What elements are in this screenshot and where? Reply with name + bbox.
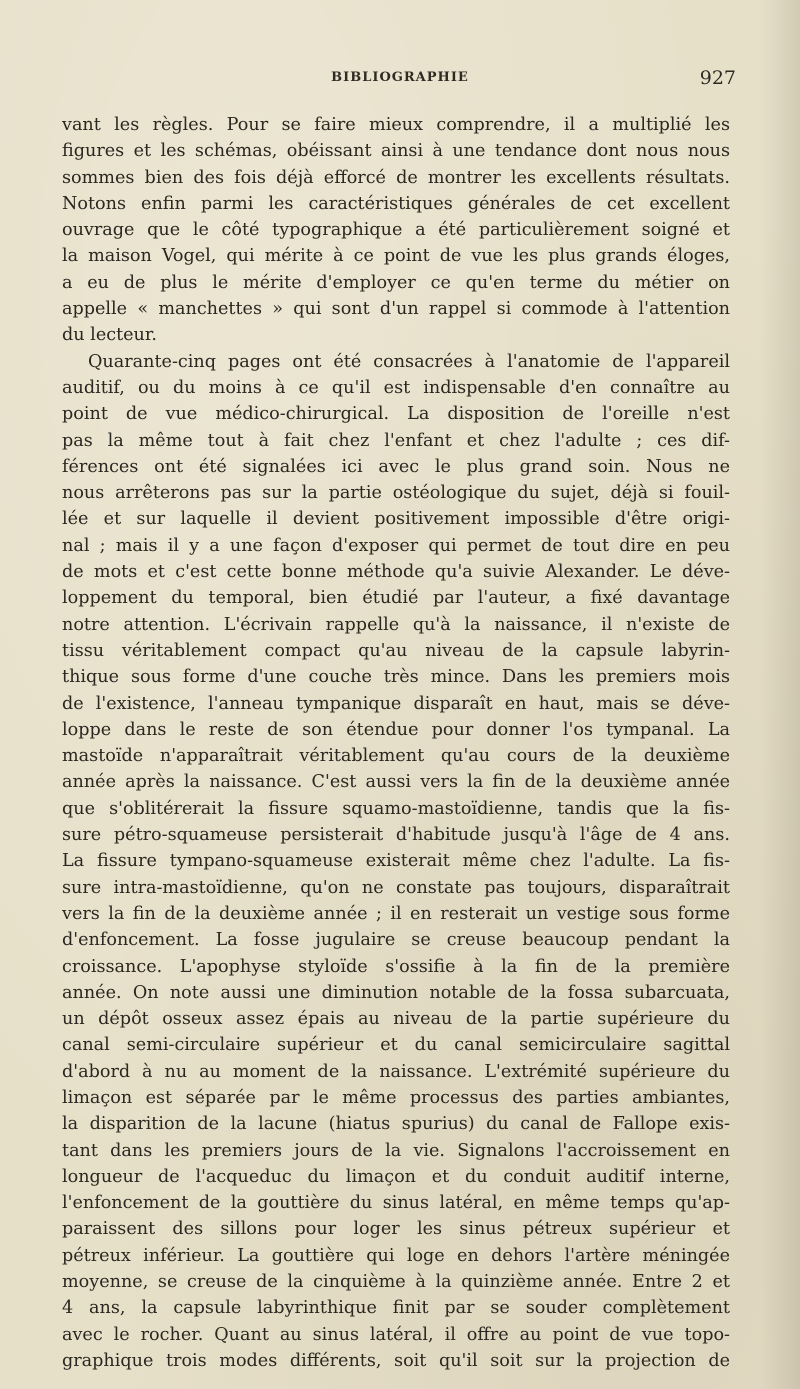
text-line: loppe dans le reste de son étendue pour donner l'os tympanal. La — [62, 719, 730, 740]
text-line: de mots et c'est cette bonne méthode qu'a suivie Alexander. Le déve- — [62, 562, 730, 583]
body-text — [62, 112, 730, 1374]
text-line: année après la naissance. C'est aussi vers la fin de la deuxième année — [62, 772, 730, 793]
text-line: sure pétro-squameuse persisterait d'habitude jusqu'à l'âge de 4 ans. — [62, 825, 730, 846]
text-line: d'abord à nu au moment de la naissance. L'extrémité supérieure du — [62, 1061, 730, 1082]
text-line: Notons enfin parmi les caractéristiques générales de cet excellent — [62, 193, 730, 214]
text-line: que s'oblitérerait la fissure squamo-mastoïdienne, tandis que la fis- — [62, 798, 730, 819]
text-line: mastoïde n'apparaîtrait véritablement qu'au cours de la deuxième — [62, 746, 730, 767]
text-line: sure intra-mastoïdienne, qu'on ne constate pas toujours, disparaîtrait — [62, 877, 730, 898]
text-line: graphique trois modes différents, soit qu'il soit sur la projection de — [62, 1350, 730, 1371]
text-line: la disparition de la lacune (hiatus spurius) du canal de Fallope exis- — [62, 1114, 730, 1135]
page-number: 927 — [699, 67, 736, 89]
text-line: figures et les schémas, obéissant ainsi à une tendance dont nous nous — [62, 141, 730, 162]
text-line: de l'existence, l'anneau tympanique disparaît en haut, mais se déve- — [62, 693, 730, 714]
text-line: férences ont été signalées ici avec le plus grand soin. Nous ne — [62, 456, 730, 477]
text-line: thique sous forme d'une couche très mince. Dans les premiers mois — [62, 667, 730, 688]
running-head-title: BIBLIOGRAPHIE — [331, 70, 469, 85]
text-line: longueur de l'acqueduc du limaçon et du conduit auditif interne, — [62, 1166, 730, 1187]
text-line: tissu véritablement compact qu'au niveau de la capsule labyrin- — [62, 640, 730, 661]
running-head — [60, 66, 740, 90]
text-line: La fissure tympano-squameuse existerait même chez l'adulte. La fis- — [62, 851, 730, 872]
text-line: avec le rocher. Quant au sinus latéral, il offre au point de vue topo- — [62, 1324, 730, 1345]
text-line: l'enfoncement de la gouttière du sinus latéral, en même temps qu'ap- — [62, 1193, 730, 1214]
text-line: 4 ans, la capsule labyrinthique finit par se souder complètement — [62, 1298, 730, 1319]
text-line: vant les règles. Pour se faire mieux comprendre, il a multiplié les — [62, 115, 730, 135]
text-line: lée et sur laquelle il devient positivement impossible d'être origi- — [62, 509, 730, 530]
text-line: année. On note aussi une diminution notable de la fossa subarcuata, — [62, 982, 730, 1003]
text-line: appelle « manchettes » qui sont d'un rappel si commode à l'attention — [62, 299, 730, 320]
text-line: auditif, ou du moins à ce qu'il est indispensable d'en connaître au — [62, 377, 730, 398]
text-line: nal ; mais il y a une façon d'exposer qui permet de tout dire en peu — [62, 535, 730, 556]
text-line: nous arrêterons pas sur la partie ostéologique du sujet, déjà si fouil- — [62, 483, 730, 504]
text-line: point de vue médico-chirurgical. La disposition de l'oreille n'est — [62, 404, 730, 425]
page-edge-shadow — [760, 0, 800, 1389]
text-line: notre attention. L'écrivain rappelle qu'à la naissance, il n'existe de — [62, 614, 730, 635]
text-line: loppement du temporal, bien étudié par l'auteur, a fixé davantage — [62, 588, 730, 609]
text-line: moyenne, se creuse de la cinquième à la quinzième année. Entre 2 et — [62, 1272, 730, 1293]
paragraph-start-line: Quarante-cinq pages ont été consacrées à l'anatomie de l'appareil — [88, 351, 730, 372]
text-line: a eu de plus le mérite d'employer ce qu'en terme du métier on — [62, 272, 730, 293]
text-line: sommes bien des fois déjà efforcé de montrer les excellents résultats. — [62, 167, 730, 188]
text-line: la maison Vogel, qui mérite à ce point de vue les plus grands éloges, — [62, 246, 730, 267]
text-line: vers la fin de la deuxième année ; il en resterait un vestige sous forme — [62, 903, 730, 924]
text-line: ouvrage que le côté typographique a été particulièrement soigné et — [62, 220, 730, 241]
paragraph-end-line: du lecteur. — [62, 325, 157, 346]
text-line: canal semi-circulaire supérieur et du canal semicirculaire sagittal — [62, 1035, 730, 1056]
text-line: limaçon est séparée par le même processus des parties ambiantes, — [62, 1087, 730, 1108]
text-line: paraissent des sillons pour loger les sinus pétreux supérieur et — [62, 1219, 730, 1240]
text-line: d'enfoncement. La fosse jugulaire se creuse beaucoup pendant la — [62, 930, 730, 951]
text-line: pas la même tout à fait chez l'enfant et chez l'adulte ; ces dif- — [62, 430, 730, 451]
text-line: tant dans les premiers jours de la vie. Signalons l'accroissement en — [62, 1140, 730, 1161]
text-line: un dépôt osseux assez épais au niveau de la partie supérieure du — [62, 1009, 730, 1030]
text-line: croissance. L'apophyse styloïde s'ossifie à la fin de la première — [62, 956, 730, 977]
text-line: pétreux inférieur. La gouttière qui loge en dehors l'artère méningée — [62, 1245, 730, 1266]
